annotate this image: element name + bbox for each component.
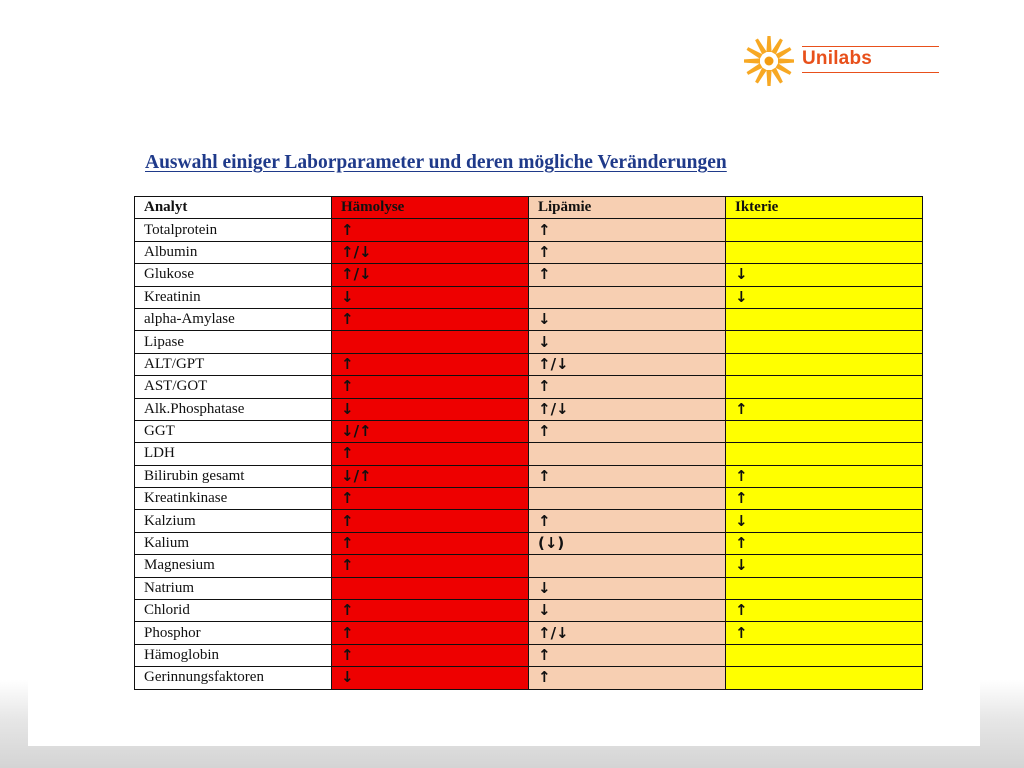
cell-haemolyse: ↑ <box>332 376 529 398</box>
cell-lipaemie: ↑/↓ <box>529 353 726 375</box>
header-ikterie: Ikterie <box>726 197 923 219</box>
table-row <box>135 376 923 398</box>
table-row <box>135 488 923 510</box>
cell-haemolyse: ↑/↓ <box>332 264 529 286</box>
table-row <box>135 622 923 644</box>
cell-ikterie: ↓ <box>726 555 923 577</box>
cell-lipaemie: ↑ <box>529 241 726 263</box>
cell-haemolyse: ↓ <box>332 667 529 689</box>
cell-haemolyse: ↓ <box>332 398 529 420</box>
cell-analyt: Lipase <box>135 331 332 353</box>
cell-analyt: Gerinnungsfaktoren <box>135 667 332 689</box>
cell-lipaemie <box>529 555 726 577</box>
lab-parameter-table <box>134 196 923 690</box>
cell-ikterie <box>726 644 923 666</box>
cell-haemolyse: ↓/↑ <box>332 420 529 442</box>
cell-analyt: Glukose <box>135 264 332 286</box>
cell-lipaemie: ↓ <box>529 308 726 330</box>
cell-analyt: ALT/GPT <box>135 353 332 375</box>
table-row <box>135 555 923 577</box>
cell-analyt: Magnesium <box>135 555 332 577</box>
cell-ikterie: ↑ <box>726 532 923 554</box>
cell-lipaemie <box>529 443 726 465</box>
table-row <box>135 532 923 554</box>
cell-ikterie: ↑ <box>726 465 923 487</box>
table-row <box>135 420 923 442</box>
cell-lipaemie <box>529 286 726 308</box>
cell-ikterie <box>726 241 923 263</box>
cell-ikterie: ↓ <box>726 286 923 308</box>
table-row <box>135 465 923 487</box>
table-row <box>135 241 923 263</box>
brand-name: Unilabs <box>802 48 873 69</box>
cell-ikterie: ↑ <box>726 622 923 644</box>
table-header-row <box>135 197 923 219</box>
cell-haemolyse: ↑/↓ <box>332 241 529 263</box>
table-row <box>135 308 923 330</box>
table-row <box>135 667 923 689</box>
cell-lipaemie: ↑ <box>529 644 726 666</box>
cell-analyt: Kalzium <box>135 510 332 532</box>
table-row <box>135 600 923 622</box>
cell-lipaemie: ↑ <box>529 219 726 241</box>
cell-analyt: Phosphor <box>135 622 332 644</box>
cell-lipaemie: ↑/↓ <box>529 398 726 420</box>
table-row <box>135 331 923 353</box>
logo-rule-bottom <box>802 72 939 73</box>
cell-analyt: Chlorid <box>135 600 332 622</box>
cell-ikterie <box>726 420 923 442</box>
cell-ikterie: ↓ <box>726 264 923 286</box>
cell-analyt: Kalium <box>135 532 332 554</box>
cell-haemolyse: ↑ <box>332 219 529 241</box>
unilabs-logo <box>742 34 942 88</box>
cell-lipaemie: ↓ <box>529 331 726 353</box>
cell-ikterie <box>726 308 923 330</box>
cell-lipaemie: ↑ <box>529 376 726 398</box>
cell-analyt: Albumin <box>135 241 332 263</box>
cell-haemolyse <box>332 331 529 353</box>
cell-haemolyse: ↓ <box>332 286 529 308</box>
cell-haemolyse: ↑ <box>332 443 529 465</box>
table-row <box>135 443 923 465</box>
cell-ikterie: ↓ <box>726 510 923 532</box>
cell-haemolyse: ↑ <box>332 532 529 554</box>
cell-lipaemie: ↑/↓ <box>529 622 726 644</box>
cell-lipaemie: ↑ <box>529 667 726 689</box>
header-lipaemie: Lipämie <box>529 197 726 219</box>
cell-analyt: Totalprotein <box>135 219 332 241</box>
cell-analyt: Bilirubin gesamt <box>135 465 332 487</box>
table-row <box>135 398 923 420</box>
cell-analyt: alpha-Amylase <box>135 308 332 330</box>
cell-analyt: Natrium <box>135 577 332 599</box>
cell-analyt: Kreatinin <box>135 286 332 308</box>
cell-analyt: Alk.Phosphatase <box>135 398 332 420</box>
cell-ikterie: ↑ <box>726 488 923 510</box>
cell-analyt: Kreatinkinase <box>135 488 332 510</box>
table-row <box>135 219 923 241</box>
cell-haemolyse: ↓/↑ <box>332 465 529 487</box>
cell-ikterie: ↑ <box>726 398 923 420</box>
cell-haemolyse: ↑ <box>332 308 529 330</box>
cell-analyt: AST/GOT <box>135 376 332 398</box>
table-body <box>135 219 923 689</box>
logo-rule-top <box>802 46 939 47</box>
sun-logo-icon <box>742 34 796 88</box>
cell-ikterie <box>726 376 923 398</box>
table-row <box>135 264 923 286</box>
header-haemolyse: Hämolyse <box>332 197 529 219</box>
cell-haemolyse: ↑ <box>332 622 529 644</box>
cell-haemolyse: ↑ <box>332 600 529 622</box>
cell-haemolyse: ↑ <box>332 353 529 375</box>
cell-lipaemie: ↑ <box>529 510 726 532</box>
document-title: Auswahl einiger Laborparameter und deren mögliche Veränderungen <box>145 152 727 173</box>
table-row <box>135 353 923 375</box>
header-analyt: Analyt <box>135 197 332 219</box>
cell-ikterie <box>726 667 923 689</box>
table-row <box>135 286 923 308</box>
cell-ikterie: ↑ <box>726 600 923 622</box>
cell-ikterie <box>726 353 923 375</box>
cell-haemolyse: ↑ <box>332 488 529 510</box>
cell-ikterie <box>726 577 923 599</box>
cell-ikterie <box>726 219 923 241</box>
cell-ikterie <box>726 443 923 465</box>
table-row <box>135 510 923 532</box>
cell-haemolyse <box>332 577 529 599</box>
table-row <box>135 577 923 599</box>
cell-ikterie <box>726 331 923 353</box>
cell-analyt: Hämoglobin <box>135 644 332 666</box>
cell-lipaemie: ↓ <box>529 577 726 599</box>
cell-analyt: LDH <box>135 443 332 465</box>
table-row <box>135 644 923 666</box>
cell-lipaemie: (↓) <box>529 532 726 554</box>
cell-haemolyse: ↑ <box>332 555 529 577</box>
cell-lipaemie: ↑ <box>529 420 726 442</box>
cell-haemolyse: ↑ <box>332 510 529 532</box>
cell-lipaemie <box>529 488 726 510</box>
cell-lipaemie: ↓ <box>529 600 726 622</box>
cell-analyt: GGT <box>135 420 332 442</box>
cell-lipaemie: ↑ <box>529 465 726 487</box>
cell-haemolyse: ↑ <box>332 644 529 666</box>
cell-lipaemie: ↑ <box>529 264 726 286</box>
